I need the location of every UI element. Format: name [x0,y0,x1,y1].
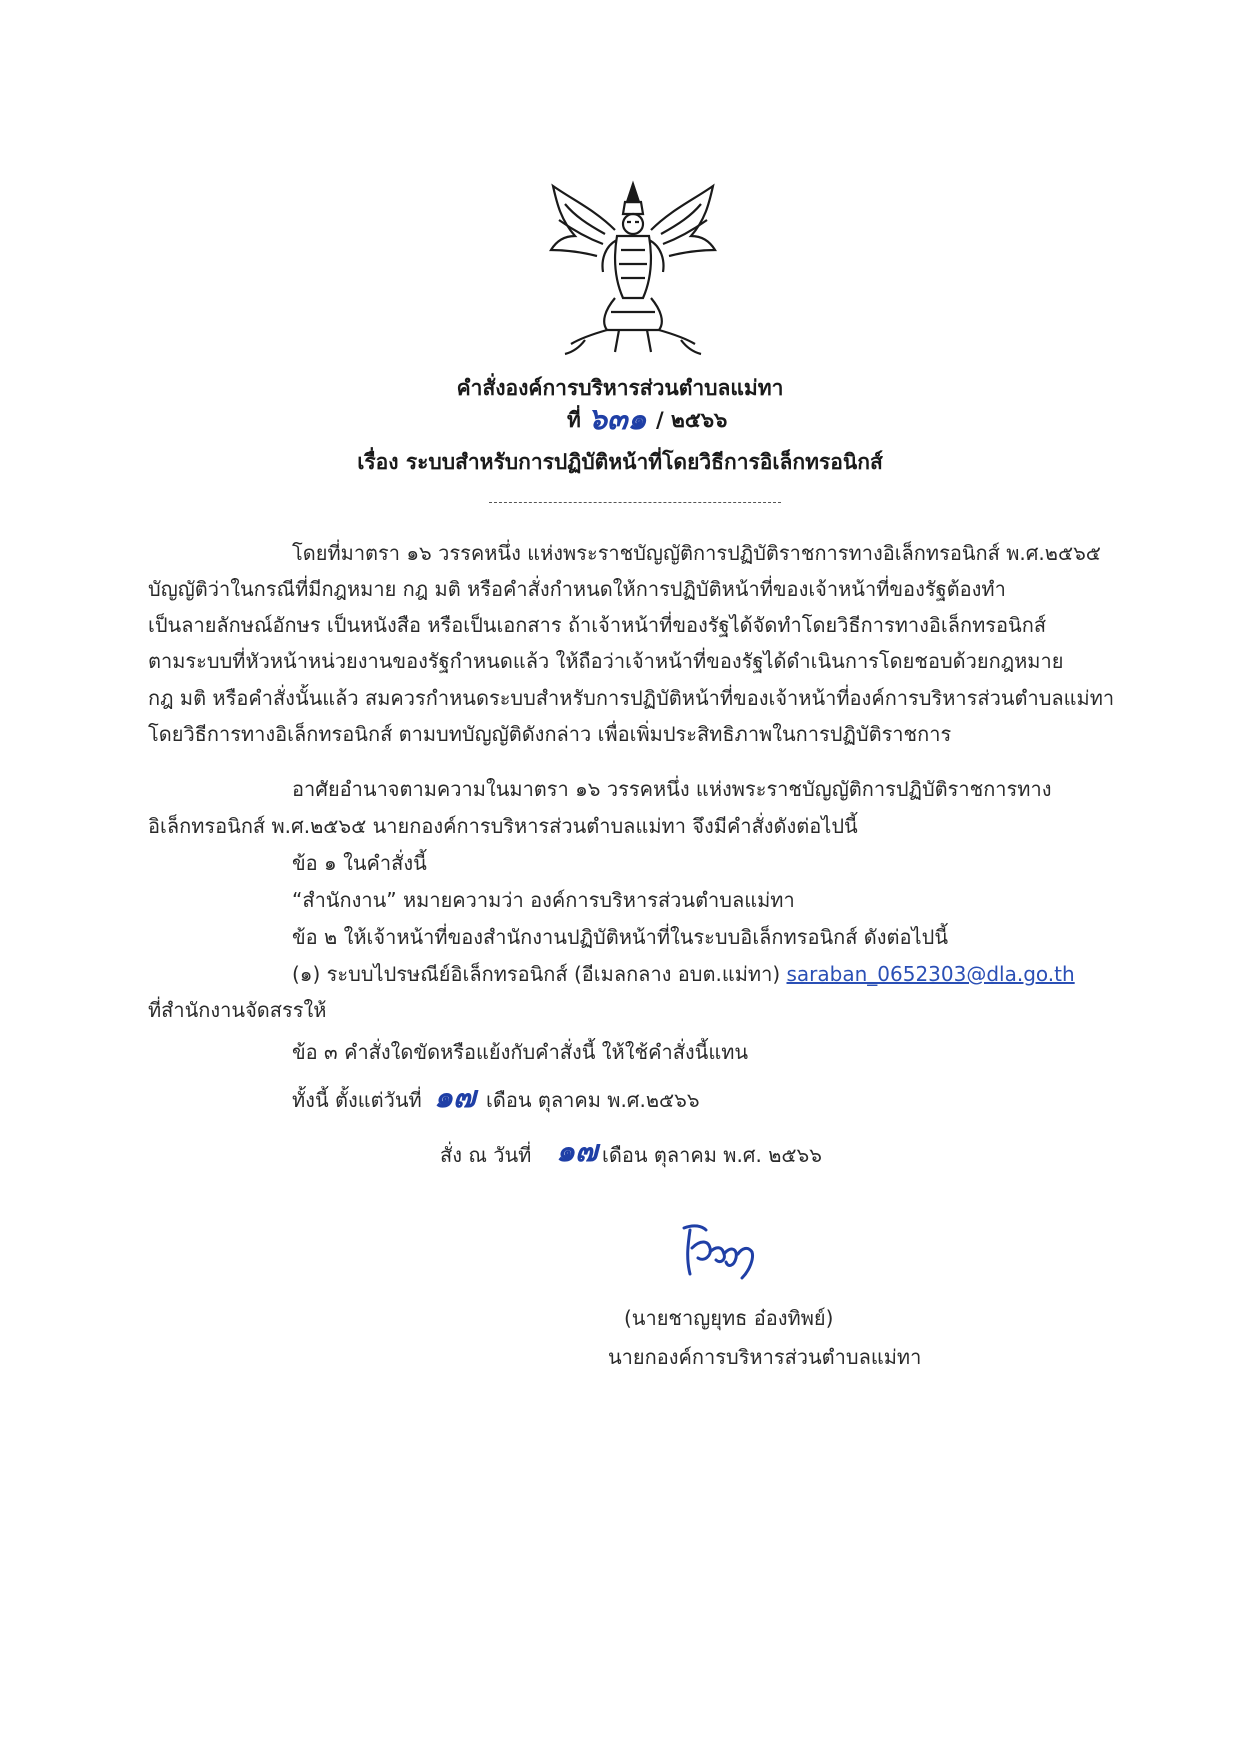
document-title: คำสั่งองค์การบริหารส่วนตำบลแม่ทา [456,376,784,400]
clause-2: ข้อ ๒ ให้เจ้าหน้าที่ของสำนักงานปฏิบัติหน้าที่ในระบบอิเล็กทรอนิกส์ ดังต่อไปนี้ [292,925,948,949]
ordered-date-prefix: สั่ง ณ วันที่ [440,1143,532,1167]
paragraph-1-line-3: เป็นลายลักษณ์อักษร เป็นหนังสือ หรือเป็นเอกสาร ถ้าเจ้าหน้าที่ของรัฐได้จัดทำโดยวิธีการทางอิเล็กทรอนิกส์ [148,613,1047,637]
handwritten-signature [676,1218,762,1284]
paragraph-2-line-2: อิเล็กทรอนิกส์ พ.ศ.๒๕๖๕ นายกองค์การบริหารส่วนตำบลแม่ทา จึงมีคำสั่งดังต่อไปนี้ [148,814,858,838]
paragraph-1-line-6: โดยวิธีการทางอิเล็กทรอนิกส์ ตามบทบัญญัติดังกล่าว เพื่อเพิ่มประสิทธิภาพในการปฏิบัติราชการ [148,722,952,746]
paragraph-1-line-1: โดยที่มาตรา ๑๖ วรรคหนึ่ง แห่งพระราชบัญญัติการปฏิบัติราชการทางอิเล็กทรอนิกส์ พ.ศ.๒๕๖๕ [292,541,1101,565]
clause-2-item-1 [292,958,1075,990]
document-subject: เรื่อง ระบบสำหรับการปฏิบัติหน้าที่โดยวิธีการอิเล็กทรอนิกส์ [357,450,883,474]
definition-office: “สำนักงาน” หมายความว่า องค์การบริหารส่วนตำบลแม่ทา [292,888,795,912]
paragraph-1-line-2: บัญญัติว่าในกรณีที่มีกฎหมาย กฎ มติ หรือคำสั่งกำหนดให้การปฏิบัติหน้าที่ของเจ้าหน้าที่ของรัฐต้องทำ [148,577,1006,601]
order-number-handwritten: ๖๓๑ [588,402,647,437]
effective-date-suffix: เดือน ตุลาคม พ.ศ.๒๕๖๖ [486,1088,700,1112]
order-number-prefix: ที่ [567,408,581,432]
garuda-emblem-icon [545,180,721,356]
ordered-date-suffix: เดือน ตุลาคม พ.ศ. ๒๕๖๖ [602,1143,822,1167]
effective-day-handwritten: ๑๗ [434,1080,476,1115]
header-divider [489,502,781,503]
order-number-year: / ๒๕๖๖ [656,408,728,432]
clause-2-item-1-continuation: ที่สำนักงานจัดสรรให้ [148,998,327,1022]
clause-3: ข้อ ๓ คำสั่งใดขัดหรือแย้งกับคำสั่งนี้ ให้ใช้คำสั่งนี้แทน [292,1040,749,1064]
paragraph-1-line-4: ตามระบบที่หัวหน้าหน่วยงานของรัฐกำหนดแล้ว ให้ถือว่าเจ้าหน้าที่ของรัฐได้ดำเนินการโดยชอบด้วยกฎหมาย [148,649,1064,673]
paragraph-1-line-5: กฎ มติ หรือคำสั่งนั้นแล้ว สมควรกำหนดระบบสำหรับการปฏิบัติหน้าที่ของเจ้าหน้าที่องค์การบริหารส่วนตำบลแม่ทา [148,686,1115,710]
signer-name: (นายชาญยุทธ อ๋องทิพย์) [624,1306,834,1330]
clause-1: ข้อ ๑ ในคำสั่งนี้ [292,851,427,875]
email-link[interactable]: saraban_0652303@dla.go.th [786,962,1075,986]
ordered-day-handwritten: ๑๗ [556,1134,598,1169]
paragraph-2-line-1: อาศัยอำนาจตามความในมาตรา ๑๖ วรรคหนึ่ง แห่งพระราชบัญญัติการปฏิบัติราชการทาง [292,777,1052,801]
effective-date-prefix: ทั้งนี้ ตั้งแต่วันที่ [292,1088,422,1112]
item-1-text: (๑) ระบบไปรษณีย์อิเล็กทรอนิกส์ (อีเมลกลาง อบต.แม่ทา) [292,962,781,986]
signer-position: นายกองค์การบริหารส่วนตำบลแม่ทา [608,1345,922,1369]
